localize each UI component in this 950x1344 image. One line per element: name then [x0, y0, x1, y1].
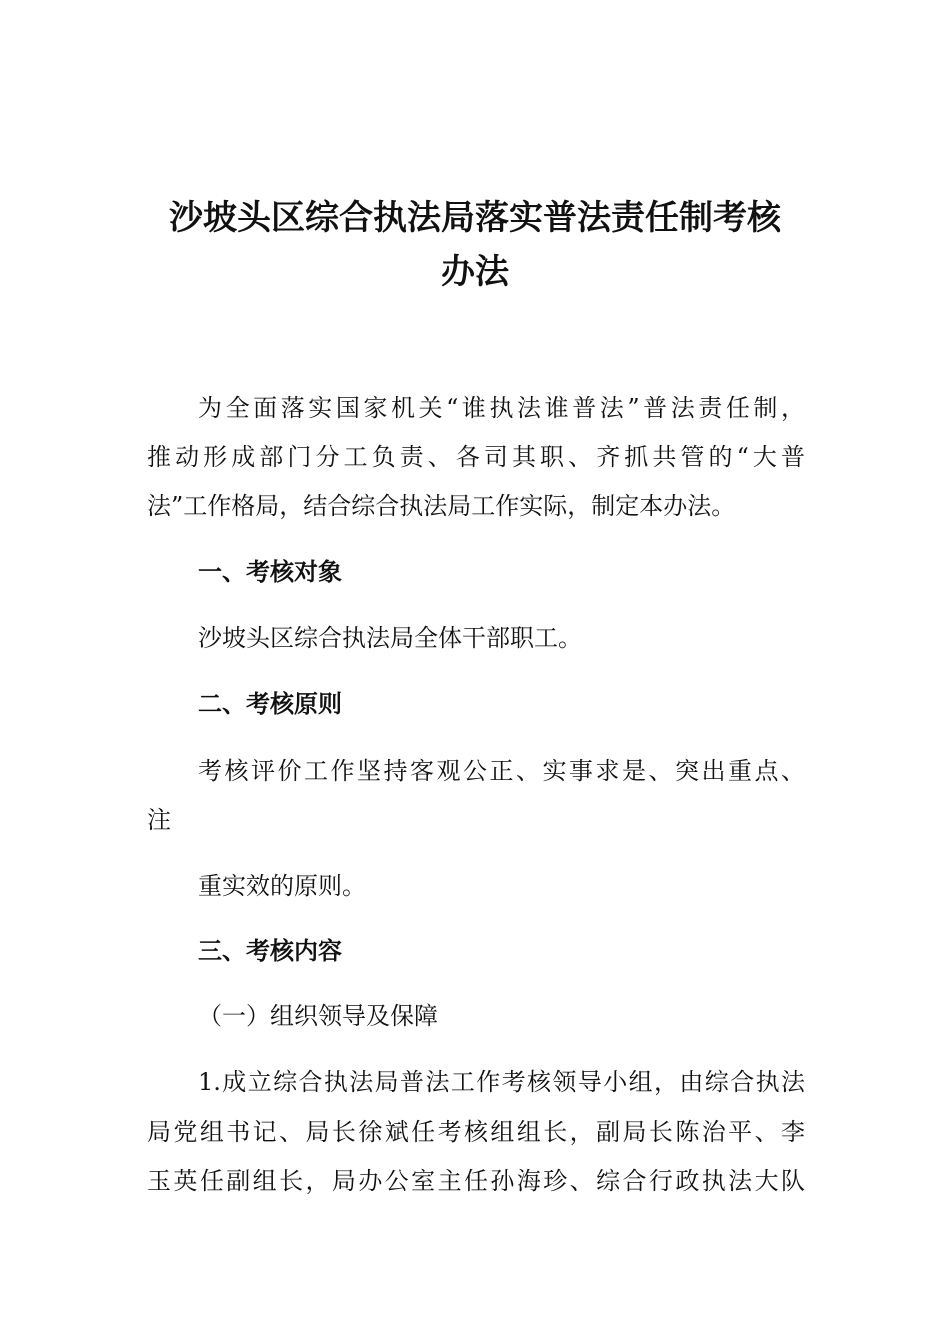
intro-line-1: 为全面落实国家机关“谁执法谁普法”普法责任制， — [198, 394, 805, 422]
section-1-heading: 一、考核对象 — [198, 558, 342, 586]
section-2-body-line-1: 考核评价工作坚持客观公正、实事求是、突出重点、 — [198, 757, 805, 785]
section-3-item-1-line-1: 1.成立综合执法局普法工作考核领导小组，由综合执法 — [198, 1068, 805, 1096]
section-3-subheading: （一）组织领导及保障 — [198, 1002, 438, 1030]
intro-line-2: 推动形成部门分工负责、各司其职、齐抓共管的“大普 — [147, 443, 805, 471]
section-3-heading: 三、考核内容 — [198, 937, 342, 965]
document-title-line-2: 办法 — [441, 252, 509, 292]
section-2-body-line-3: 重实效的原则。 — [198, 872, 366, 900]
section-3-item-1-line-3: 玉英任副组长，局办公室主任孙海珍、综合行政执法大队 — [147, 1167, 805, 1195]
section-2-body-line-2: 注 — [147, 806, 171, 834]
intro-line-3: 法”工作格局，结合综合执法局工作实际，制定本办法。 — [147, 492, 736, 520]
section-3-item-1-line-2: 局党组书记、局长徐斌任考核组组长，副局长陈治平、李 — [147, 1118, 805, 1146]
section-1-body: 沙坡头区综合执法局全体干部职工。 — [198, 624, 582, 652]
section-2-heading: 二、考核原则 — [198, 690, 342, 718]
document-title-line-1: 沙坡头区综合执法局落实普法责任制考核 — [169, 198, 781, 238]
